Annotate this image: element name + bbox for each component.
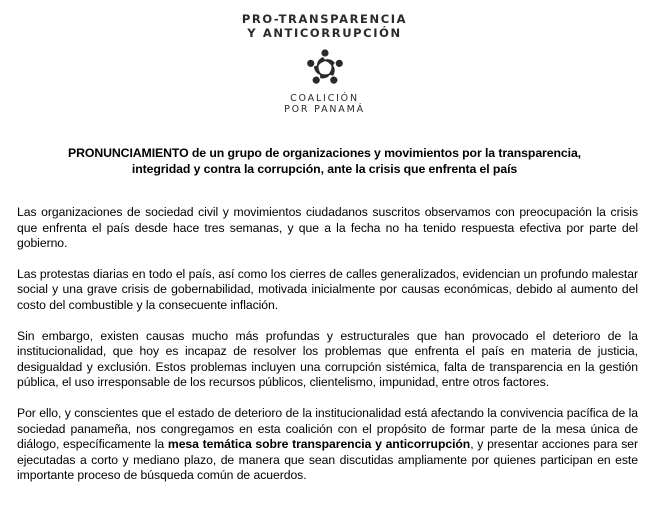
paragraph-4 bbox=[17, 406, 638, 484]
paragraph-4-bold: mesa temática sobre transparencia y anticorrupción bbox=[167, 437, 471, 452]
title-line-2: integridad y contra la corrupción, ante la crisis que enfrenta el país bbox=[131, 161, 518, 176]
logo-line-1: PRO-TRANSPARENCIA bbox=[241, 12, 408, 26]
document-title bbox=[30, 146, 619, 177]
logo-line-3: COALICIÓN bbox=[290, 93, 359, 104]
logo-line-4: POR PANAMÁ bbox=[284, 104, 365, 115]
title-rest: de un grupo de organizaciones y movimientos por la transparencia, bbox=[188, 146, 582, 160]
coalition-swirl-icon bbox=[303, 46, 347, 90]
title-lead: PRONUNCIAMIENTO bbox=[67, 146, 189, 160]
paragraph-4-start: Por ello, y conscientes que el estado de deterioro de la institucionalidad está afectando la convivencia pacífica de la sociedad panameña, nos congregamos en esta coalición con el propósito de formar parte de la mesa única de diálogo, específicamente la bbox=[17, 405, 638, 452]
paragraph-4-end: , y presentar acciones para ser ejecutadas a corto y mediano plazo, de manera que sean discutidas ampliamente por quienes participan en este importante proceso de búsqueda común de acuerdos. bbox=[17, 437, 638, 483]
coalition-logo bbox=[0, 12, 649, 115]
document-body bbox=[17, 205, 638, 499]
paragraph-3: Sin embargo, existen causas mucho más profundas y estructurales que han provocado el deterioro de la institucionalidad, que hoy es incapaz de resolver los problemas que enfrenta el país en materia de justicia, desigualdad y exclusión. Estos problemas incluyen una corrupción sistémica, falta de transparencia en la gestión pública, el uso irresponsable de los recursos públicos, clientelismo, impunidad, entre otros factores. bbox=[17, 328, 638, 390]
paragraph-2: Las protestas diarias en todo el país, así como los cierres de calles generalizados, evidencian un profundo malestar social y una grave crisis de gobernabilidad, motivada inicialmente por causas económicas, debido al aumento del costo del combustible y la consecuente inflación. bbox=[17, 266, 638, 312]
paragraph-1: Las organizaciones de sociedad civil y movimientos ciudadanos suscritos observamos con preocupación la crisis que enfrenta el país desde hace tres semanas, y que a la fecha no ha tenido respuesta efectiva por parte del gobierno. bbox=[17, 205, 638, 251]
logo-line-2: Y ANTICORRUPCIÓN bbox=[247, 26, 402, 40]
